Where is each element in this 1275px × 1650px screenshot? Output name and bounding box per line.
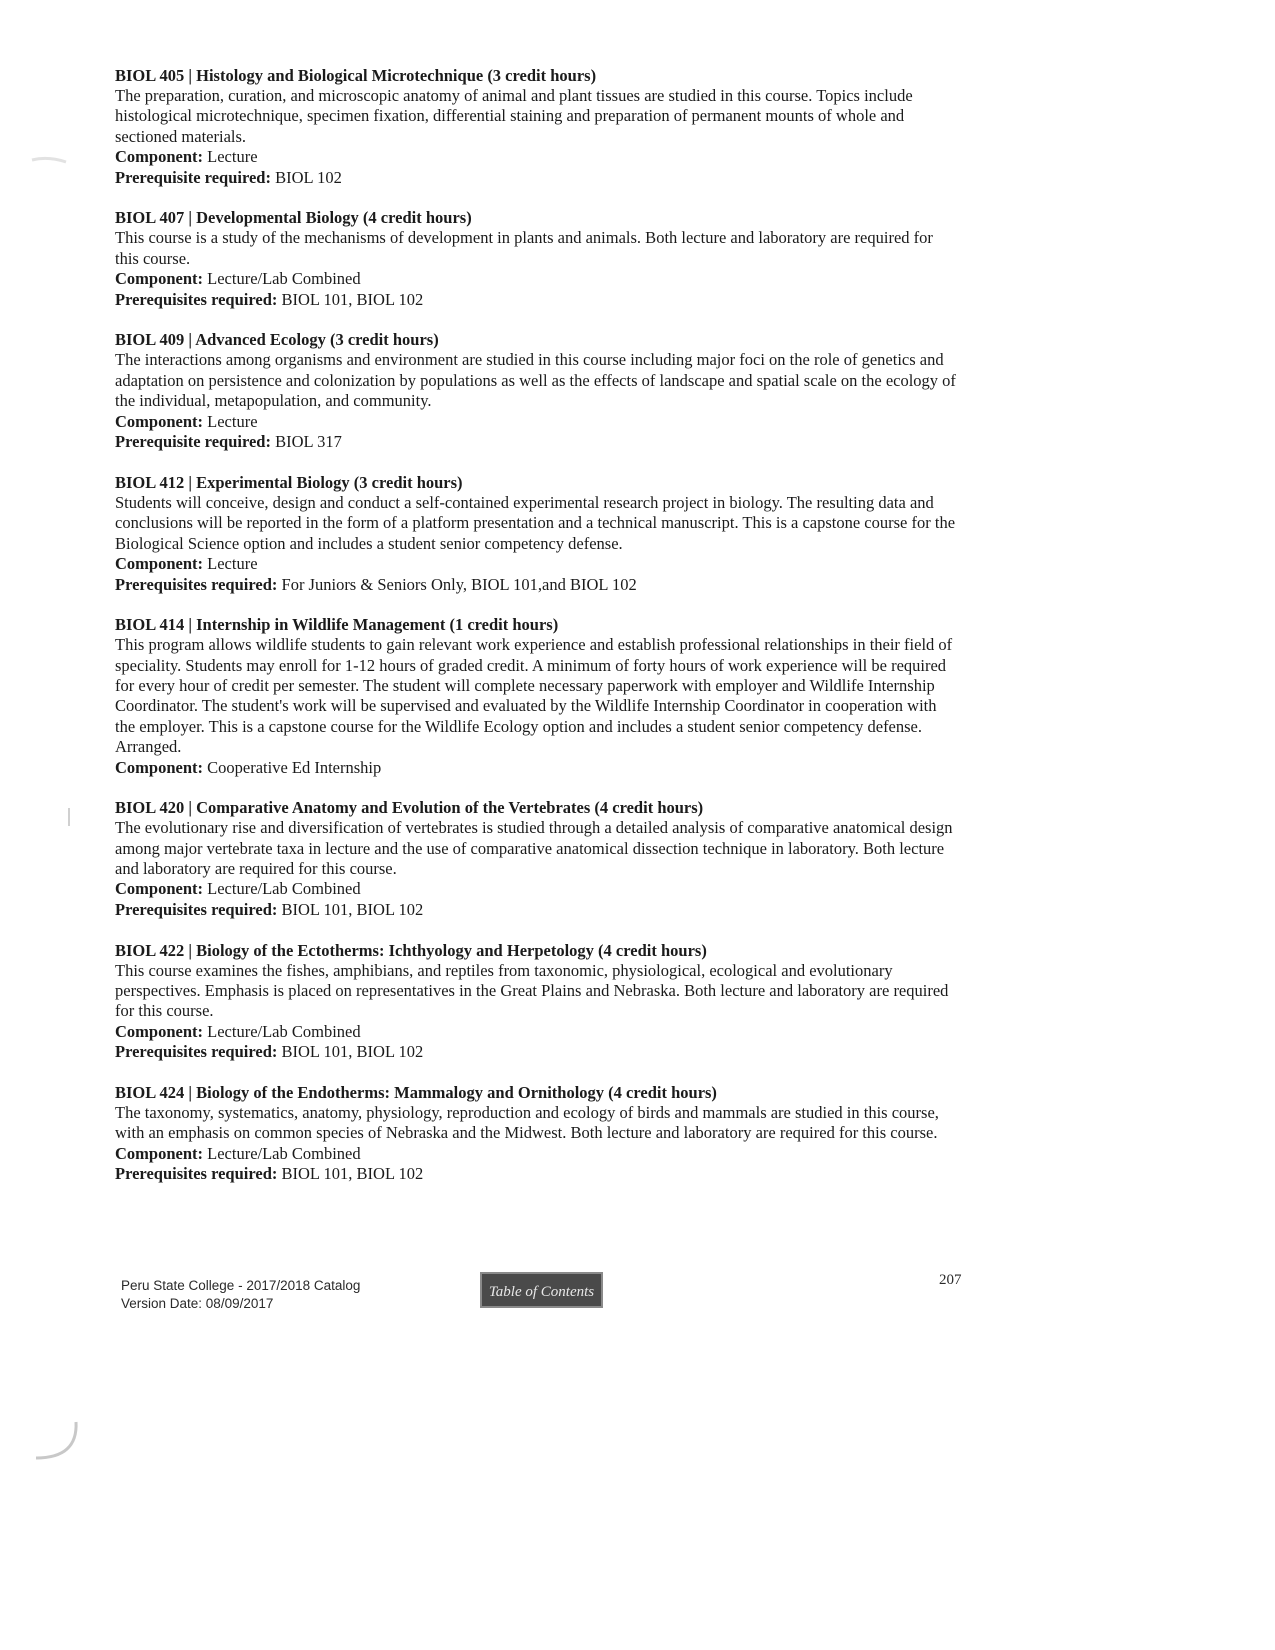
prerequisite-value: BIOL 101, BIOL 102: [281, 1164, 424, 1184]
course-prerequisite: [115, 575, 960, 596]
table-of-contents-button[interactable]: Table of Contents: [480, 1272, 603, 1308]
component-value: Lecture/Lab Combined: [207, 269, 361, 289]
course-entry: [115, 208, 960, 310]
component-label: Component:: [115, 411, 204, 431]
component-label: Component:: [115, 879, 204, 899]
course-prerequisite: [115, 290, 960, 311]
course-title: BIOL 424 | Biology of the Endotherms: Mammalogy and Ornithology (4 credit hours): [115, 1083, 717, 1103]
course-description: The interactions among organisms and environment are studied in this course including major foci on the role of genetics and adaptation on persistence and colonization by populations as well as the effects of landscape and spatial scale on the ecology of the individual, metapopulation, and community.: [115, 350, 956, 411]
course-component: [115, 1144, 960, 1165]
course-prerequisite: [115, 1042, 960, 1063]
course-component: [115, 758, 960, 779]
prerequisite-label: Prerequisites required:: [115, 900, 278, 920]
course-entry: [115, 473, 960, 595]
scan-mark-tick: [66, 806, 72, 830]
course-list: [115, 66, 960, 1205]
version-date: Version Date: 08/09/2017: [121, 1296, 274, 1311]
component-label: Component:: [115, 554, 204, 574]
component-value: Cooperative Ed Internship: [207, 757, 382, 777]
course-entry: [115, 941, 960, 1063]
course-description: The preparation, curation, and microscopic anatomy of animal and plant tissues are studied in this course. Topics include histological microtechnique, specimen fixation, differential staining and preparation of permanent mounts of whole and sectioned materials.: [115, 86, 913, 146]
course-component: [115, 1022, 960, 1043]
course-title: BIOL 405 | Histology and Biological Microtechnique (3 credit hours): [115, 66, 597, 85]
footer-info: [121, 1277, 360, 1313]
prerequisite-label: Prerequisites required:: [115, 574, 278, 594]
prerequisite-value: BIOL 101, BIOL 102: [281, 900, 424, 920]
course-prerequisite: [115, 1164, 960, 1185]
course-entry: [115, 615, 960, 778]
course-component: [115, 147, 960, 168]
prerequisite-label: Prerequisite required:: [115, 167, 271, 187]
course-title: BIOL 422 | Biology of the Ectotherms: Ichthyology and Herpetology (4 credit hours): [115, 940, 707, 960]
course-description: This course examines the fishes, amphibians, and reptiles from taxonomic, physiological, ecological and evolutionary perspectives. Emphasis is placed on representatives in the Great Plains and Nebraska. Both lecture and laboratory are required for this course.: [115, 960, 949, 1021]
component-value: Lecture/Lab Combined: [207, 1021, 361, 1041]
course-title: BIOL 409 | Advanced Ecology (3 credit hours): [115, 330, 439, 350]
course-component: [115, 269, 960, 290]
course-description: This course is a study of the mechanisms of development in plants and animals. Both lecture and laboratory are required for this course.: [115, 228, 933, 268]
prerequisite-label: Prerequisites required:: [115, 1164, 278, 1184]
prerequisite-value: BIOL 101, BIOL 102: [281, 289, 424, 309]
course-component: [115, 554, 960, 575]
scan-mark-curve: [30, 1420, 80, 1470]
prerequisite-label: Prerequisites required:: [115, 289, 278, 309]
component-value: Lecture: [207, 411, 258, 431]
course-description: The evolutionary rise and diversification of vertebrates is studied through a detailed analysis of comparative anatomical design among major vertebrate taxa in lecture and the use of comparative anatomical dissection technique in laboratory. Both lecture and laboratory are required for this course.: [115, 818, 953, 879]
component-value: Lecture: [207, 147, 258, 167]
course-component: [115, 879, 960, 900]
course-entry: [115, 798, 960, 920]
course-component: [115, 412, 960, 433]
course-prerequisite: [115, 900, 960, 921]
prerequisite-value: BIOL 102: [275, 167, 342, 187]
prerequisite-value: For Juniors & Seniors Only, BIOL 101,and BIOL 102: [281, 574, 637, 594]
prerequisite-label: Prerequisites required:: [115, 1042, 278, 1062]
prerequisite-value: BIOL 101, BIOL 102: [281, 1042, 424, 1062]
component-value: Lecture: [207, 554, 258, 574]
course-description: The taxonomy, systematics, anatomy, physiology, reproduction and ecology of birds and mammals are studied in this course, with an emphasis on common species of Nebraska and the Midwest. Both lecture and laboratory are required for this course.: [115, 1103, 939, 1143]
page-number: 207: [939, 1272, 962, 1288]
course-title: BIOL 420 | Comparative Anatomy and Evolution of the Vertebrates (4 credit hours): [115, 798, 704, 818]
course-prerequisite: [115, 432, 960, 453]
catalog-name: Peru State College - 2017/2018 Catalog: [121, 1278, 361, 1293]
course-entry: [115, 1083, 960, 1185]
component-label: Component:: [115, 757, 204, 777]
prerequisite-label: Prerequisite required:: [115, 432, 271, 452]
scan-mark-left: [30, 150, 70, 170]
course-entry: [115, 330, 960, 452]
component-label: Component:: [115, 147, 204, 167]
component-label: Component:: [115, 1021, 204, 1041]
course-title: BIOL 407 | Developmental Biology (4 credit hours): [115, 208, 472, 228]
course-prerequisite: [115, 168, 960, 189]
component-value: Lecture/Lab Combined: [207, 879, 361, 899]
course-description: Students will conceive, design and conduct a self-contained experimental research project in biology. The resulting data and conclusions will be reported in the form of a platform presentation and a technical manuscript. This is a capstone course for the Biological Science option and includes a student senior competency defense.: [115, 492, 956, 553]
course-title: BIOL 412 | Experimental Biology (3 credit hours): [115, 472, 463, 492]
component-label: Component:: [115, 269, 204, 289]
course-entry: [115, 66, 960, 188]
component-value: Lecture/Lab Combined: [207, 1143, 361, 1163]
prerequisite-value: BIOL 317: [275, 432, 342, 452]
course-description: This program allows wildlife students to gain relevant work experience and establish professional relationships in their field of speciality. Students may enroll for 1-12 hours of graded credit. A minimum of forty hours of work experience will be required for every hour of credit per semester. The student will complete necessary paperwork with employer and Wildlife Internship Coordinator. The student's work will be supervised and evaluated by the Wildlife Internship Coordinator in cooperation with the employer. This is a capstone course for the Wildlife Ecology option and includes a student senior competency defense. Arranged.: [115, 635, 953, 757]
component-label: Component:: [115, 1143, 204, 1163]
course-title: BIOL 414 | Internship in Wildlife Management (1 credit hours): [115, 615, 559, 635]
